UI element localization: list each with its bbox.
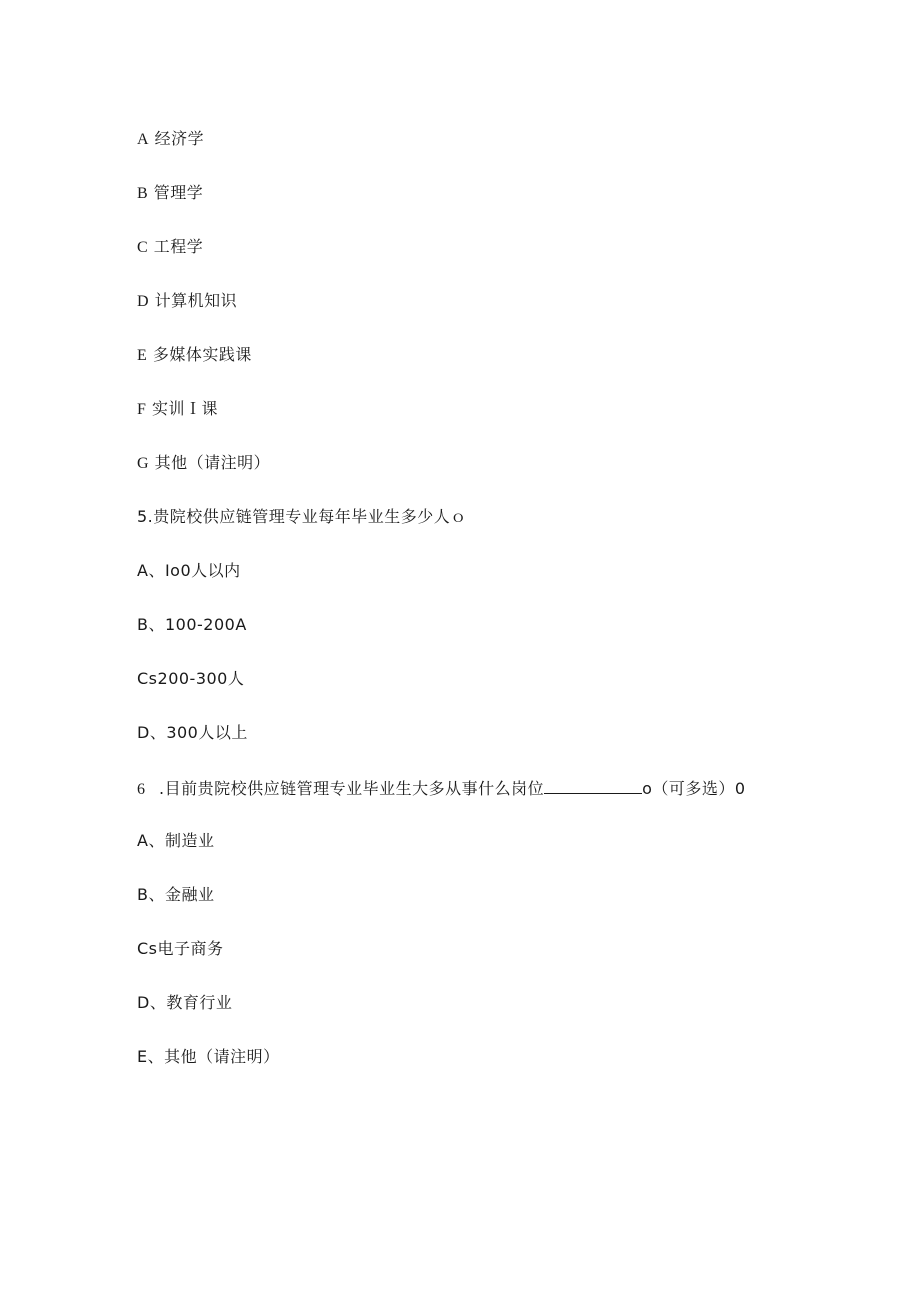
question-5: 5.贵院校供应链管理专业每年毕业生多少人ｏ — [137, 507, 467, 526]
q5-option-d: D、300人以上 — [137, 723, 248, 742]
q6-option-e: E、其他（请注明） — [137, 1047, 280, 1066]
option-marker: E — [137, 347, 148, 364]
q4-option-d — [137, 291, 237, 312]
q5-option-b: B、100-200A — [137, 615, 247, 634]
q5-option-a: A、Io0人以内 — [137, 561, 241, 580]
option-text: 实训Ｉ课 — [152, 399, 219, 418]
option-marker: D — [137, 293, 150, 310]
q4-option-a — [137, 129, 204, 150]
question-number: 6 — [137, 781, 146, 798]
question-text: .目前贵院校供应链管理专业毕业生大多从事什么岗位 — [159, 779, 545, 798]
option-text: 工程学 — [153, 237, 204, 256]
option-marker: F — [137, 401, 147, 418]
answer-blank — [544, 777, 642, 794]
q4-option-b — [137, 183, 203, 204]
option-text: 经济学 — [154, 129, 205, 148]
option-marker: C — [137, 239, 149, 256]
option-text: 其他（请注明） — [154, 453, 271, 472]
q6-option-b: B、金融业 — [137, 885, 215, 904]
option-text: 多媒体实践课 — [152, 345, 252, 364]
q4-option-c — [137, 237, 203, 258]
option-text: 管理学 — [153, 183, 204, 202]
q6-option-a: A、制造业 — [137, 831, 215, 850]
option-marker: A — [137, 131, 150, 148]
q6-option-d: D、教育行业 — [137, 993, 233, 1012]
q6-option-c: Cs电子商务 — [137, 939, 224, 958]
q5-option-c: Cs200-300人 — [137, 669, 245, 688]
option-text: 计算机知识 — [154, 291, 238, 310]
question-6 — [137, 777, 746, 800]
option-marker: B — [137, 185, 149, 202]
q4-option-g — [137, 453, 270, 474]
question-suffix: o（可多选）0 — [642, 779, 746, 798]
q4-option-e — [137, 345, 252, 366]
q4-option-f — [137, 399, 218, 420]
option-marker: G — [137, 455, 150, 472]
